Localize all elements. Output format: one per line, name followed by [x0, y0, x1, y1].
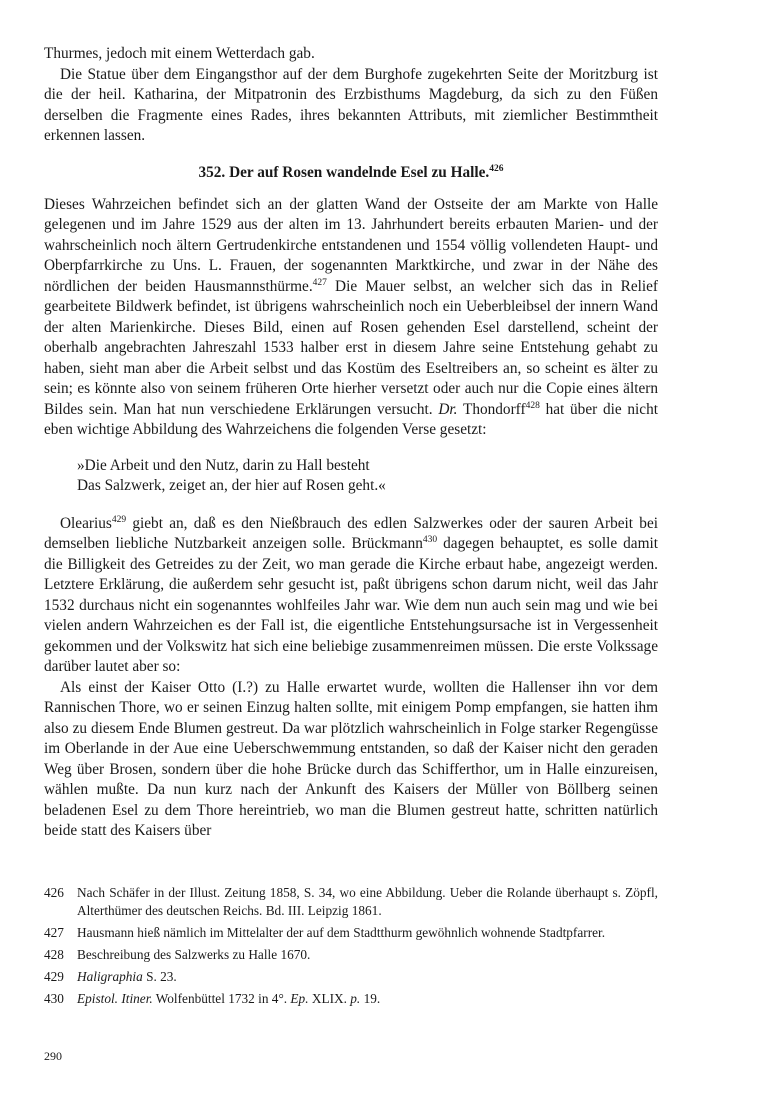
footnote-italic-3: p. — [350, 991, 361, 1006]
page-number: 290 — [44, 1049, 62, 1063]
heading-text: 352. Der auf Rosen wandelnde Esel zu Halle. — [198, 163, 490, 181]
footnote-430 — [44, 990, 658, 1008]
paragraph-3: Als einst der Kaiser Otto (I.?) zu Halle erwartet wurde, wollten die Hallenser ihn vor dem Rannischen Thore, wo er seinen Einzug halten sollte, mit einigem Pomp empfangen, sie hatten ihm also zu diesem Ende Blumen gestreut. Da war plötzlich wahrscheinlich in Folge starker Regengüsse im Oberlande in der Aue eine Ueberschwemmung entstanden, so daß der Kaiser nicht den geraden Weg über Brosen, sondern über die hohe Brücke durch das Schifferthor, um in Halle einzureisen, wählen mußte. Da nun kurz nach der Ankunft des Kaisers der Müller von Böllberg seinen beladenen Esel zu dem Thore hereintrieb, wo man die Blumen gestreut hatte, schritten natürlich beide statt des Kaisers über — [44, 678, 658, 839]
page-body — [44, 44, 658, 842]
para2-part-a: Olearius — [60, 514, 112, 532]
footnotes — [44, 884, 658, 1012]
paragraph-2 — [44, 514, 658, 678]
footnote-text: Nach Schäfer in der Illust. Zeitung 1858, S. 34, wo eine Abbildung. Ueber die Rolande überhaupt s. Zöpfl, Alterthümer des deutschen Reichs. Bd. III. Leipzig 1861. — [77, 885, 658, 918]
verse-block — [77, 456, 658, 497]
footnote-text: Beschreibung des Salzwerks zu Halle 1670. — [77, 947, 311, 962]
footnote-plain-2: XLIX. — [308, 991, 351, 1006]
footnote-plain: Wolfenbüttel 1732 in 4°. — [152, 991, 291, 1006]
footnote-text — [77, 968, 658, 986]
footnote-ref-429[interactable]: 429 — [111, 514, 127, 525]
paragraph-intro-end: Thurmes, jedoch mit einem Wetterdach gab. — [44, 45, 315, 62]
footnote-number: 427 — [44, 925, 64, 940]
section-heading — [44, 163, 658, 183]
footnote-428 — [44, 946, 658, 964]
verse-line-1: »Die Arbeit und den Nutz, darin zu Hall besteht — [77, 456, 370, 474]
footnote-italic: Haligraphia — [77, 969, 143, 984]
paragraph-statue: Die Statue über dem Eingangsthor auf der dem Burghofe zugekehrten Seite der Moritzburg ist die der heil. Katharina, der Mitpatronin des Erzbisthums Magdeburg, da sich zu den Füßen derselben die Fragmente eines Rades, ihres bekannten Attributs, mit ziemlicher Bestimmtheit erkennen lassen. — [44, 65, 658, 144]
para2-part-b: giebt an, daß es den Nießbrauch des edlen Salzwerkes oder der sauren Arbeit bei demselben liebliche Nutzbarkeit anzeigen solle. Brückmann — [44, 514, 658, 552]
para2-part-c: dagegen behauptet, es solle damit die Billigkeit des Getreides zu der Zeit, wo man gerade die Kirche erbaut habe, angezeigt werden. Letztere Erklärung, die außerdem sehr gesucht ist, paßt übrigens schon darum nicht, weil das Jahr 1532 durchaus nicht ein sogenanntes wohlfeiles Jahr war. Wie dem nun auch sein mag und wie bei vielen andern Wahrzeichen es der Fall ist, die eigentliche Entstehungsursache ist in Vergessenheit gekommen und der Volkswitz hat sich eine beliebige zusammenreimen müssen. Die erste Volkssage darüber lautet aber so: — [44, 535, 658, 675]
footnote-426 — [44, 884, 658, 920]
para1-part-b: Die Mauer selbst, an welcher sich das in Relief gearbeitete Bildwerk befindet, ist übrigens wahrscheinlich noch ein Ueberbleibsel der innern Wand der alten Marienkirche. Dieses Bild, einen auf Rosen gehenden Esel darstellend, scheint der oberhalb angebrachten Jahreszahl 1533 halber erst in diesem Jahre seine Entstehung gehabt zu haben, sieht man aber die Arbeit selbst und das Kostüm des Eseltreibers an, so scheint es älter zu sein; es könnte also von seinem früheren Orte hierher versetzt oder auch nur die Copie eines ältern Bildes sein. Man hat nun verschiedene Erklärungen versucht. — [44, 277, 658, 418]
para1-part-d: hat über die nicht eben wichtige Abbildung des Wahrzeichens die folgenden Verse gesetzt: — [44, 400, 658, 438]
verse-line-2: Das Salzwerk, zeiget an, der hier auf Rosen geht.« — [77, 477, 386, 494]
footnote-number: 429 — [44, 969, 64, 984]
footnote-ref-430[interactable]: 430 — [422, 535, 438, 545]
footnote-number: 428 — [44, 947, 64, 962]
footnote-427 — [44, 924, 658, 942]
footnote-italic: Epistol. Itiner. — [77, 991, 153, 1006]
footnote-ref-427[interactable]: 427 — [312, 277, 327, 288]
footnote-plain: S. 23. — [142, 969, 177, 984]
footnote-number: 430 — [44, 991, 64, 1006]
para1-part-c: Thondorff — [457, 400, 526, 418]
footnote-number: 426 — [44, 885, 64, 900]
footnote-429 — [44, 968, 658, 986]
footnote-ref-426[interactable]: 426 — [489, 163, 504, 174]
footnote-plain-3: 19. — [360, 991, 381, 1006]
paragraph-1 — [44, 195, 658, 441]
footnote-ref-428[interactable]: 428 — [525, 400, 540, 411]
footnote-italic-2: Ep. — [290, 991, 309, 1006]
para1-dr: Dr. — [438, 400, 458, 418]
footnote-text: Hausmann hieß nämlich im Mittelalter der auf dem Stadtthurm gewöhnlich wohnende Stadtpfarrer. — [77, 925, 606, 940]
footnote-text — [77, 990, 658, 1008]
para1-part-a: Dieses Wahrzeichen befindet sich an der glatten Wand der Ostseite der am Markte von Halle gelegenen und im Jahre 1529 aus der alten im 13. Jahrhundert bereits erbauten Marien- und der wahrscheinlich noch ältern Gertrudenkirche entstandenen und 1554 völlig vollendeten Haupt- und Oberpfarrkirche zu Uns. L. Frauen, der sogenannten Marktkirche, und zwar in der Nähe des nördlichen der beiden Hausmannsthürme. — [44, 195, 658, 295]
